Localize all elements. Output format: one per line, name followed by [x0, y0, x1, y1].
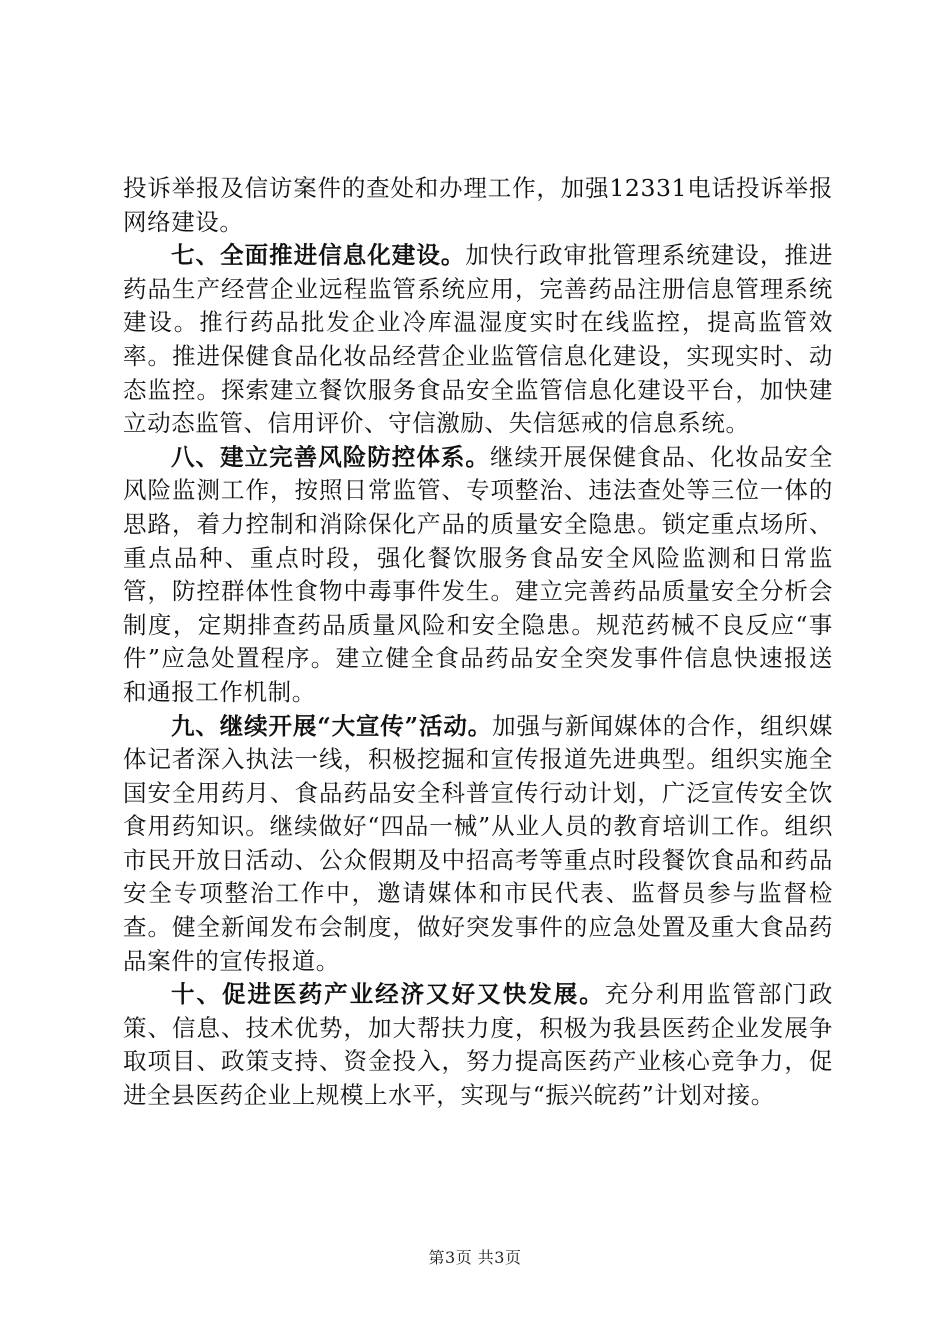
section-9-heading: 九、继续开展“大宣传”活动。	[171, 711, 493, 740]
paragraph-text: 投诉举报及信访案件的查处和办理工作，加强12331电话投诉举报网络建设。	[123, 174, 833, 236]
section-8-text: 继续开展保健食品、化妆品安全风险监测工作，按照日常监管、专项整治、违法查处等三位一体的思路，着力控制和消除保化产品的质量安全隐患。锁定重点场所、重点品种、重点时段，强化餐饮服务食品安全风险监测和日常监管，防控群体性食物中毒事件发生。建立完善药品质量安全分析会制度，定期排查药品质量风险和安全隐患。规范药械不良反应“事件”应急处置程序。建立健全食品药品安全突发事件信息快速报送和通报工作机制。	[123, 442, 833, 706]
section-10-heading: 十、促进医药产业经济又好又快发展。	[171, 980, 605, 1009]
section-8-paragraph	[123, 441, 833, 710]
section-7-paragraph	[123, 239, 833, 441]
paragraph-continuation	[123, 172, 833, 239]
section-10-paragraph	[123, 978, 833, 1112]
section-7-heading: 七、全面推进信息化建设。	[171, 241, 466, 270]
section-9-text: 加强与新闻媒体的合作，组织媒体记者深入执法一线，积极挖掘和宣传报道先进典型。组织实施全国安全用药月、食品药品安全科普宣传行动计划，广泛宣传安全饮食用药知识。继续做好“四品一械”从业人员的教育培训工作。组织市民开放日活动、公众假期及中招高考等重点时段餐饮食品和药品安全专项整治工作中，邀请媒体和市民代表、监督员参与监督检查。健全新闻发布会制度，做好突发事件的应急处置及重大食品药品案件的宣传报道。	[123, 711, 834, 975]
page-number-footer: 第3页 共3页	[428, 1248, 522, 1267]
document-body	[123, 172, 833, 1113]
section-9-paragraph	[123, 710, 833, 979]
section-10-text: 充分利用监管部门政策、信息、技术优势，加大帮扶力度，积极为我县医药企业发展争取项目、政策支持、资金投入，努力提高医药产业核心竞争力，促进全县医药企业上规模上水平，实现与“振兴皖药”计划对接。	[123, 980, 833, 1110]
section-8-heading: 八、建立完善风险防控体系。	[171, 442, 490, 471]
section-7-text: 加快行政审批管理系统建设，推进药品生产经营企业远程监管系统应用，完善药品注册信息管理系统建设。推行药品批发企业冷库温湿度实时在线监控，提高监管效率。推进保健食品化妆品经营企业监管信息化建设，实现实时、动态监控。探索建立餐饮服务食品安全监管信息化建设平台，加快建立动态监管、信用评价、守信激励、失信惩戒的信息系统。	[123, 241, 834, 438]
